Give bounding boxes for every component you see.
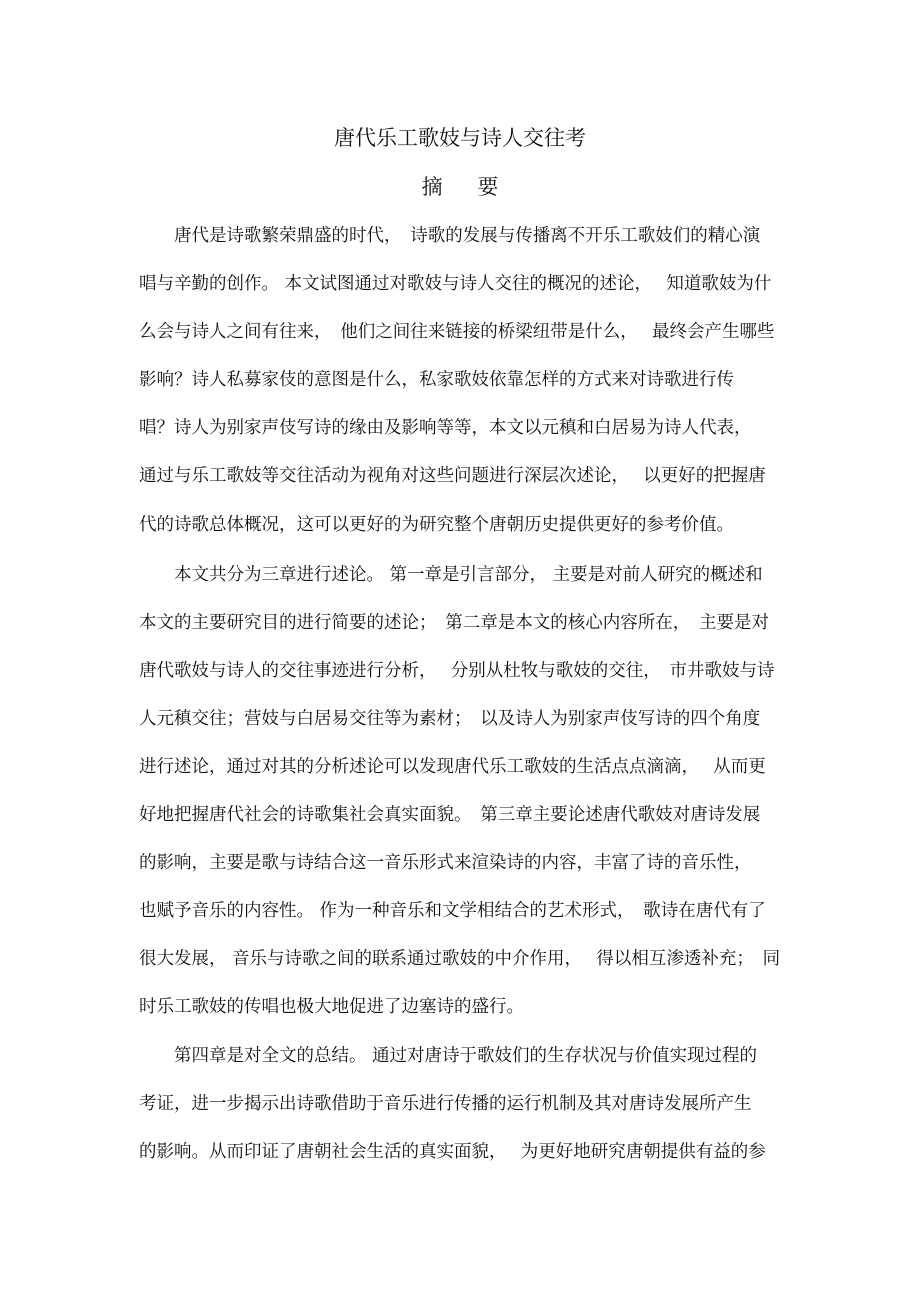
text-line: 本文的主要研究目的进行简要的述论； 第二章是本文的核心内容所在， 主要是对 [139,613,769,633]
text-line: 很大发展， 音乐与诗歌之间的联系通过歌妓的中介作用， 得以相互渗透补充； 同 [139,949,781,969]
text-line: 影响？诗人私募家伎的意图是什么，私家歌妓依靠怎样的方式来对诗歌进行传 [139,370,734,390]
text-line: 人元稹交往；营妓与白居易交往等为素材； 以及诗人为别家声伎写诗的四个角度 [139,709,761,729]
text-line: 第四章是对全文的总结。 通过对唐诗于歌妓们的生存状况与价值实现过程的 [139,1046,758,1066]
text-line: 通过与乐工歌妓等交往活动为视角对这些问题进行深层次述论， 以更好的把握唐 [139,466,766,486]
text-line: 代的诗歌总体概况，这可以更好的为研究整个唐朝历史提供更好的参考价值。 [139,515,734,535]
text-line: 的影响，主要是歌与诗结合这一音乐形式来渲染诗的内容，丰富了诗的音乐性， [139,853,752,873]
text-line: 时乐工歌妓的传唱也极大地促进了边塞诗的盛行。 [139,997,524,1017]
document-title: 唐代乐工歌妓与诗人交往考 [334,126,586,150]
text-line: 也赋予音乐的内容性。 作为一种音乐和文学相结合的艺术形式， 歌诗在唐代有了 [139,901,766,921]
text-line: 本文共分为三章进行述论。 第一章是引言部分， 主要是对前人研究的概述和 [139,565,763,585]
text-line: 唱与辛勤的创作。 本文试图通过对歌妓与诗人交往的概况的述论， 知道歌妓为什 [139,274,772,294]
text-line: 么会与诗人之间有往来， 他们之间往来链接的桥梁纽带是什么， 最终会产生哪些 [139,322,775,342]
text-line: 唱？诗人为别家声伎写诗的缘由及影响等等，本文以元稹和白居易为诗人代表， [139,418,752,438]
text-line: 的影响。从而印证了唐朝社会生活的真实面貌， 为更好地研究唐朝提供有益的参 [139,1142,766,1162]
text-line: 好地把握唐代社会的诗歌集社会真实面貌。 第三章主要论述唐代歌妓对唐诗发展 [139,805,761,825]
abstract-heading: 摘 要 [421,175,513,199]
text-line: 唐代歌妓与诗人的交往事迹进行分析， 分别从杜牧与歌妓的交往， 市井歌妓与诗 [139,661,775,681]
text-line: 考证，进一步揭示出诗歌借助于音乐进行传播的运行机制及其对唐诗发展所产生 [139,1094,752,1114]
text-line: 唐代是诗歌繁荣鼎盛的时代， 诗歌的发展与传播离不开乐工歌妓们的精心演 [139,226,761,246]
text-line: 进行述论，通过对其的分析述论可以发现唐代乐工歌妓的生活点点滴滴， 从而更 [139,757,766,777]
